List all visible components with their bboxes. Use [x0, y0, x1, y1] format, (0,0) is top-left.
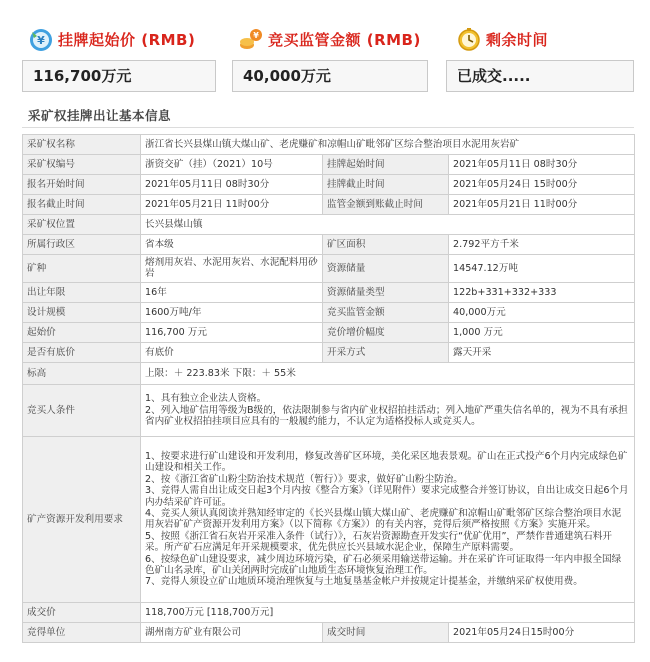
mining-area: 2.792平方千米	[449, 235, 635, 255]
deposit-deadline: 2021年05月21日 11时00分	[449, 195, 635, 215]
has-reserve-price: 有底价	[141, 342, 323, 362]
field-label: 矿区面积	[323, 235, 449, 255]
field-label: 报名截止时间	[23, 195, 141, 215]
table-row	[23, 322, 635, 342]
field-label: 竞价增价幅度	[323, 322, 449, 342]
field-label: 成交时间	[323, 622, 449, 642]
field-label: 出让年限	[23, 282, 141, 302]
start-price-label: 挂牌起始价 (RMB)	[58, 30, 196, 49]
mining-right-code: 浙资交矿（挂）（2021）10号	[141, 155, 323, 175]
development-requirements	[141, 436, 635, 602]
start-price: 116,700 万元	[141, 322, 323, 342]
field-label: 成交价	[23, 602, 141, 622]
svg-text:¥: ¥	[37, 34, 45, 47]
winning-company: 湖州南方矿业有限公司	[141, 622, 323, 642]
table-row	[23, 436, 635, 602]
table-row	[23, 362, 635, 384]
mining-location: 长兴县煤山镇	[141, 215, 635, 235]
requirement-item: 6、按绿色矿山建设要求，减少周边环境污染，矿石必须采用输送带运输。并在采矿许可证取得一年内申报全国绿色矿山名录库，矿山关闭两时完成矿山地质生态环境恢复治理工作。	[145, 553, 622, 576]
field-label: 采矿权编号	[23, 155, 141, 175]
table-row	[23, 255, 635, 283]
requirement-item: 1、按要求进行矿山建设和开发利用，修复改善矿区环境，美化采区地表景观。矿山在正式投产6个月内完成绿色矿山建设和相关工作。	[145, 450, 628, 474]
field-label: 资源储量	[323, 255, 449, 283]
money-bag-icon	[28, 26, 54, 52]
registration-end-time: 2021年05月21日 11时00分	[141, 195, 323, 215]
registration-start-time: 2021年05月11日 08时30分	[141, 175, 323, 195]
deposit-label: 竞买监管金额 (RMB)	[268, 30, 421, 49]
remaining-value: 已成交.....	[446, 60, 634, 92]
deposit-title	[238, 24, 421, 54]
table-row	[23, 135, 635, 155]
requirement-item: 2、列入地矿信用等级为B级的，依法限制参与省内矿业权招拍挂活动；列入地矿严重失信名单的，视为不具有承担省内矿业权招拍挂项目应具有的一般履约能力，不认定为适格投标人或竞买人。	[145, 404, 628, 428]
info-table	[22, 134, 635, 643]
deal-time: 2021年05月24日15时00分	[449, 622, 635, 642]
field-label: 监管金额到账截止时间	[323, 195, 449, 215]
table-row	[23, 342, 635, 362]
section-title: 采矿权挂牌出让基本信息	[22, 106, 634, 128]
start-price-value: 116,700万元	[22, 60, 216, 92]
field-label: 采矿权名称	[23, 135, 141, 155]
field-label: 开采方式	[323, 342, 449, 362]
table-row	[23, 215, 635, 235]
summary-header	[0, 0, 650, 100]
table-row	[23, 622, 635, 642]
requirement-item: 5、按照《浙江省石灰岩开采准入条件（试行）》，石灰岩资源勘查开发实行“优矿优用”，严禁作普通建筑石料开采。所产矿石应满足年开采规模要求，优先供应长兴县域水泥企业，保障生产原料需要。	[145, 530, 612, 554]
field-label: 是否有底价	[23, 342, 141, 362]
table-row	[23, 282, 635, 302]
admin-region: 省本级	[141, 235, 323, 255]
remaining-label: 剩余时间	[486, 30, 549, 49]
deposit-value: 40,000万元	[232, 60, 428, 92]
requirement-item: 2、按《浙江省矿山粉尘防治技术规范（暂行）》要求，做好矿山粉尘防治。	[145, 473, 463, 485]
reserve-type: 122b+331+332+333	[449, 282, 635, 302]
mining-method: 露天开采	[449, 342, 635, 362]
bid-deposit: 40,000万元	[449, 302, 635, 322]
field-label: 所属行政区	[23, 235, 141, 255]
remaining-title	[456, 24, 548, 54]
field-label: 竞买人条件	[23, 384, 141, 436]
elevation-range: 上限：＋ 223.83米 下限：＋ 55米	[141, 362, 635, 384]
table-row	[23, 384, 635, 436]
field-label: 起始价	[23, 322, 141, 342]
coin-hand-icon	[238, 26, 264, 52]
table-row	[23, 302, 635, 322]
requirement-item: 1、具有独立企业法人资格。	[145, 393, 267, 405]
table-row	[23, 155, 635, 175]
mining-right-name: 浙江省长兴县煤山镇大煤山矿、老虎赚矿和凉帽山矿毗邻矿区综合整治项目水泥用灰岩矿	[141, 135, 635, 155]
table-row	[23, 602, 635, 622]
bid-increment: 1,000 万元	[449, 322, 635, 342]
listing-end-time: 2021年05月24日 15时00分	[449, 175, 635, 195]
resource-reserve: 14547.12万吨	[449, 255, 635, 283]
bidder-requirements	[141, 384, 635, 436]
field-label: 挂牌截止时间	[323, 175, 449, 195]
table-row	[23, 175, 635, 195]
field-label: 竞买监管金额	[323, 302, 449, 322]
requirement-item: 7、竞得人须设立矿山地质环境治理恢复与土地复垦基金帐户并按规定计提基金，并缴纳采矿权使用费。	[145, 576, 583, 588]
field-label: 矿产资源开发利用要求	[23, 436, 141, 602]
listing-start-time: 2021年05月11日 08时30分	[449, 155, 635, 175]
deal-price: 118,700万元 [118,700万元]	[141, 602, 635, 622]
table-row	[23, 235, 635, 255]
field-label: 矿种	[23, 255, 141, 283]
field-label: 挂牌起始时间	[323, 155, 449, 175]
requirement-item: 4、竞买人须认真阅读并熟知经审定的《长兴县煤山镇大煤山矿、老虎赚矿和凉帽山矿毗邻矿区综合整治项目水泥用灰岩矿矿产资源开发利用方案》（以下简称《方案》）的有关内容，竞得后须严格按照《方案》实施开采。	[145, 507, 622, 531]
table-row	[23, 195, 635, 215]
field-label: 竞得单位	[23, 622, 141, 642]
design-scale: 1600万吨/年	[141, 302, 323, 322]
mineral-types: 熔剂用灰岩、水泥用灰岩、水泥配料用砂岩	[141, 255, 323, 283]
requirement-item: 3、竞得人需自出让成交日起3个月内按《整合方案》（详见附件）要求完成整合并签订协议，自出让成交日起6个月内办结采矿许可证。	[145, 485, 629, 508]
svg-text:¥: ¥	[253, 31, 259, 40]
field-label: 设计规模	[23, 302, 141, 322]
transfer-term: 16年	[141, 282, 323, 302]
field-label: 资源储量类型	[323, 282, 449, 302]
field-label: 采矿权位置	[23, 215, 141, 235]
field-label: 标高	[23, 362, 141, 384]
field-label: 报名开始时间	[23, 175, 141, 195]
clock-icon	[456, 26, 482, 52]
start-price-title	[28, 24, 195, 54]
